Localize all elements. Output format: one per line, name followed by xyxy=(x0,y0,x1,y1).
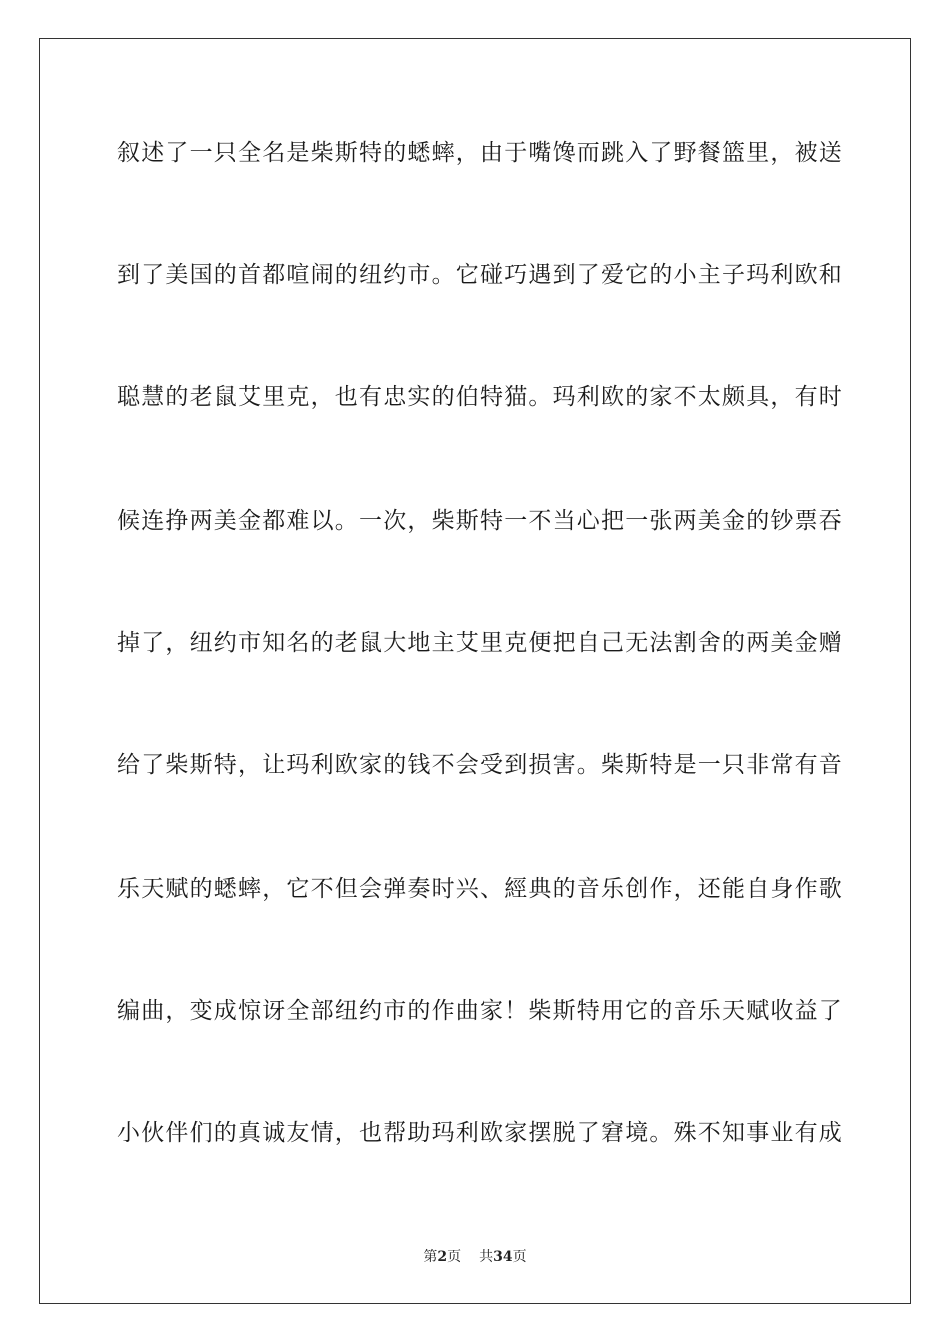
body-text-line-3: 聪慧的老鼠艾里克，也有忠实的伯特猫。玛利欧的家不太颇具，有时 xyxy=(117,384,843,410)
body-text-line-9: 小伙伴们的真诚友情，也帮助玛利欧家摆脱了窘境。殊不知事业有成 xyxy=(117,1120,843,1146)
page-footer xyxy=(0,1248,950,1266)
total-suffix: 页 xyxy=(512,1249,527,1265)
page-prefix: 第 xyxy=(423,1249,438,1265)
total-pages: 34 xyxy=(493,1249,513,1265)
body-text-line-7: 乐天赋的蟋蟀，它不但会弹奏时兴、經典的音乐创作，还能自身作歌 xyxy=(117,876,843,902)
body-text-line-8: 编曲，变成惊讶全部纽约市的作曲家！柴斯特用它的音乐天赋收益了 xyxy=(117,998,843,1024)
body-text-line-2: 到了美国的首都喧闹的纽约市。它碰巧遇到了爱它的小主子玛利欧和 xyxy=(117,262,843,288)
body-text-line-1: 叙述了一只全名是柴斯特的蟋蟀，由于嘴馋而跳入了野餐篮里，被送 xyxy=(117,140,843,166)
total-prefix: 共 xyxy=(479,1249,494,1265)
page-suffix: 页 xyxy=(447,1249,462,1265)
page-number: 2 xyxy=(437,1249,448,1265)
body-text-line-4: 候连挣两美金都难以。一次，柴斯特一不当心把一张两美金的钞票吞 xyxy=(117,508,843,534)
body-text-line-5: 掉了，纽约市知名的老鼠大地主艾里克便把自己无法割舍的两美金赠 xyxy=(117,630,843,656)
page-border xyxy=(39,38,911,1304)
body-text-line-6: 给了柴斯特，让玛利欧家的钱不会受到损害。柴斯特是一只非常有音 xyxy=(117,752,843,778)
